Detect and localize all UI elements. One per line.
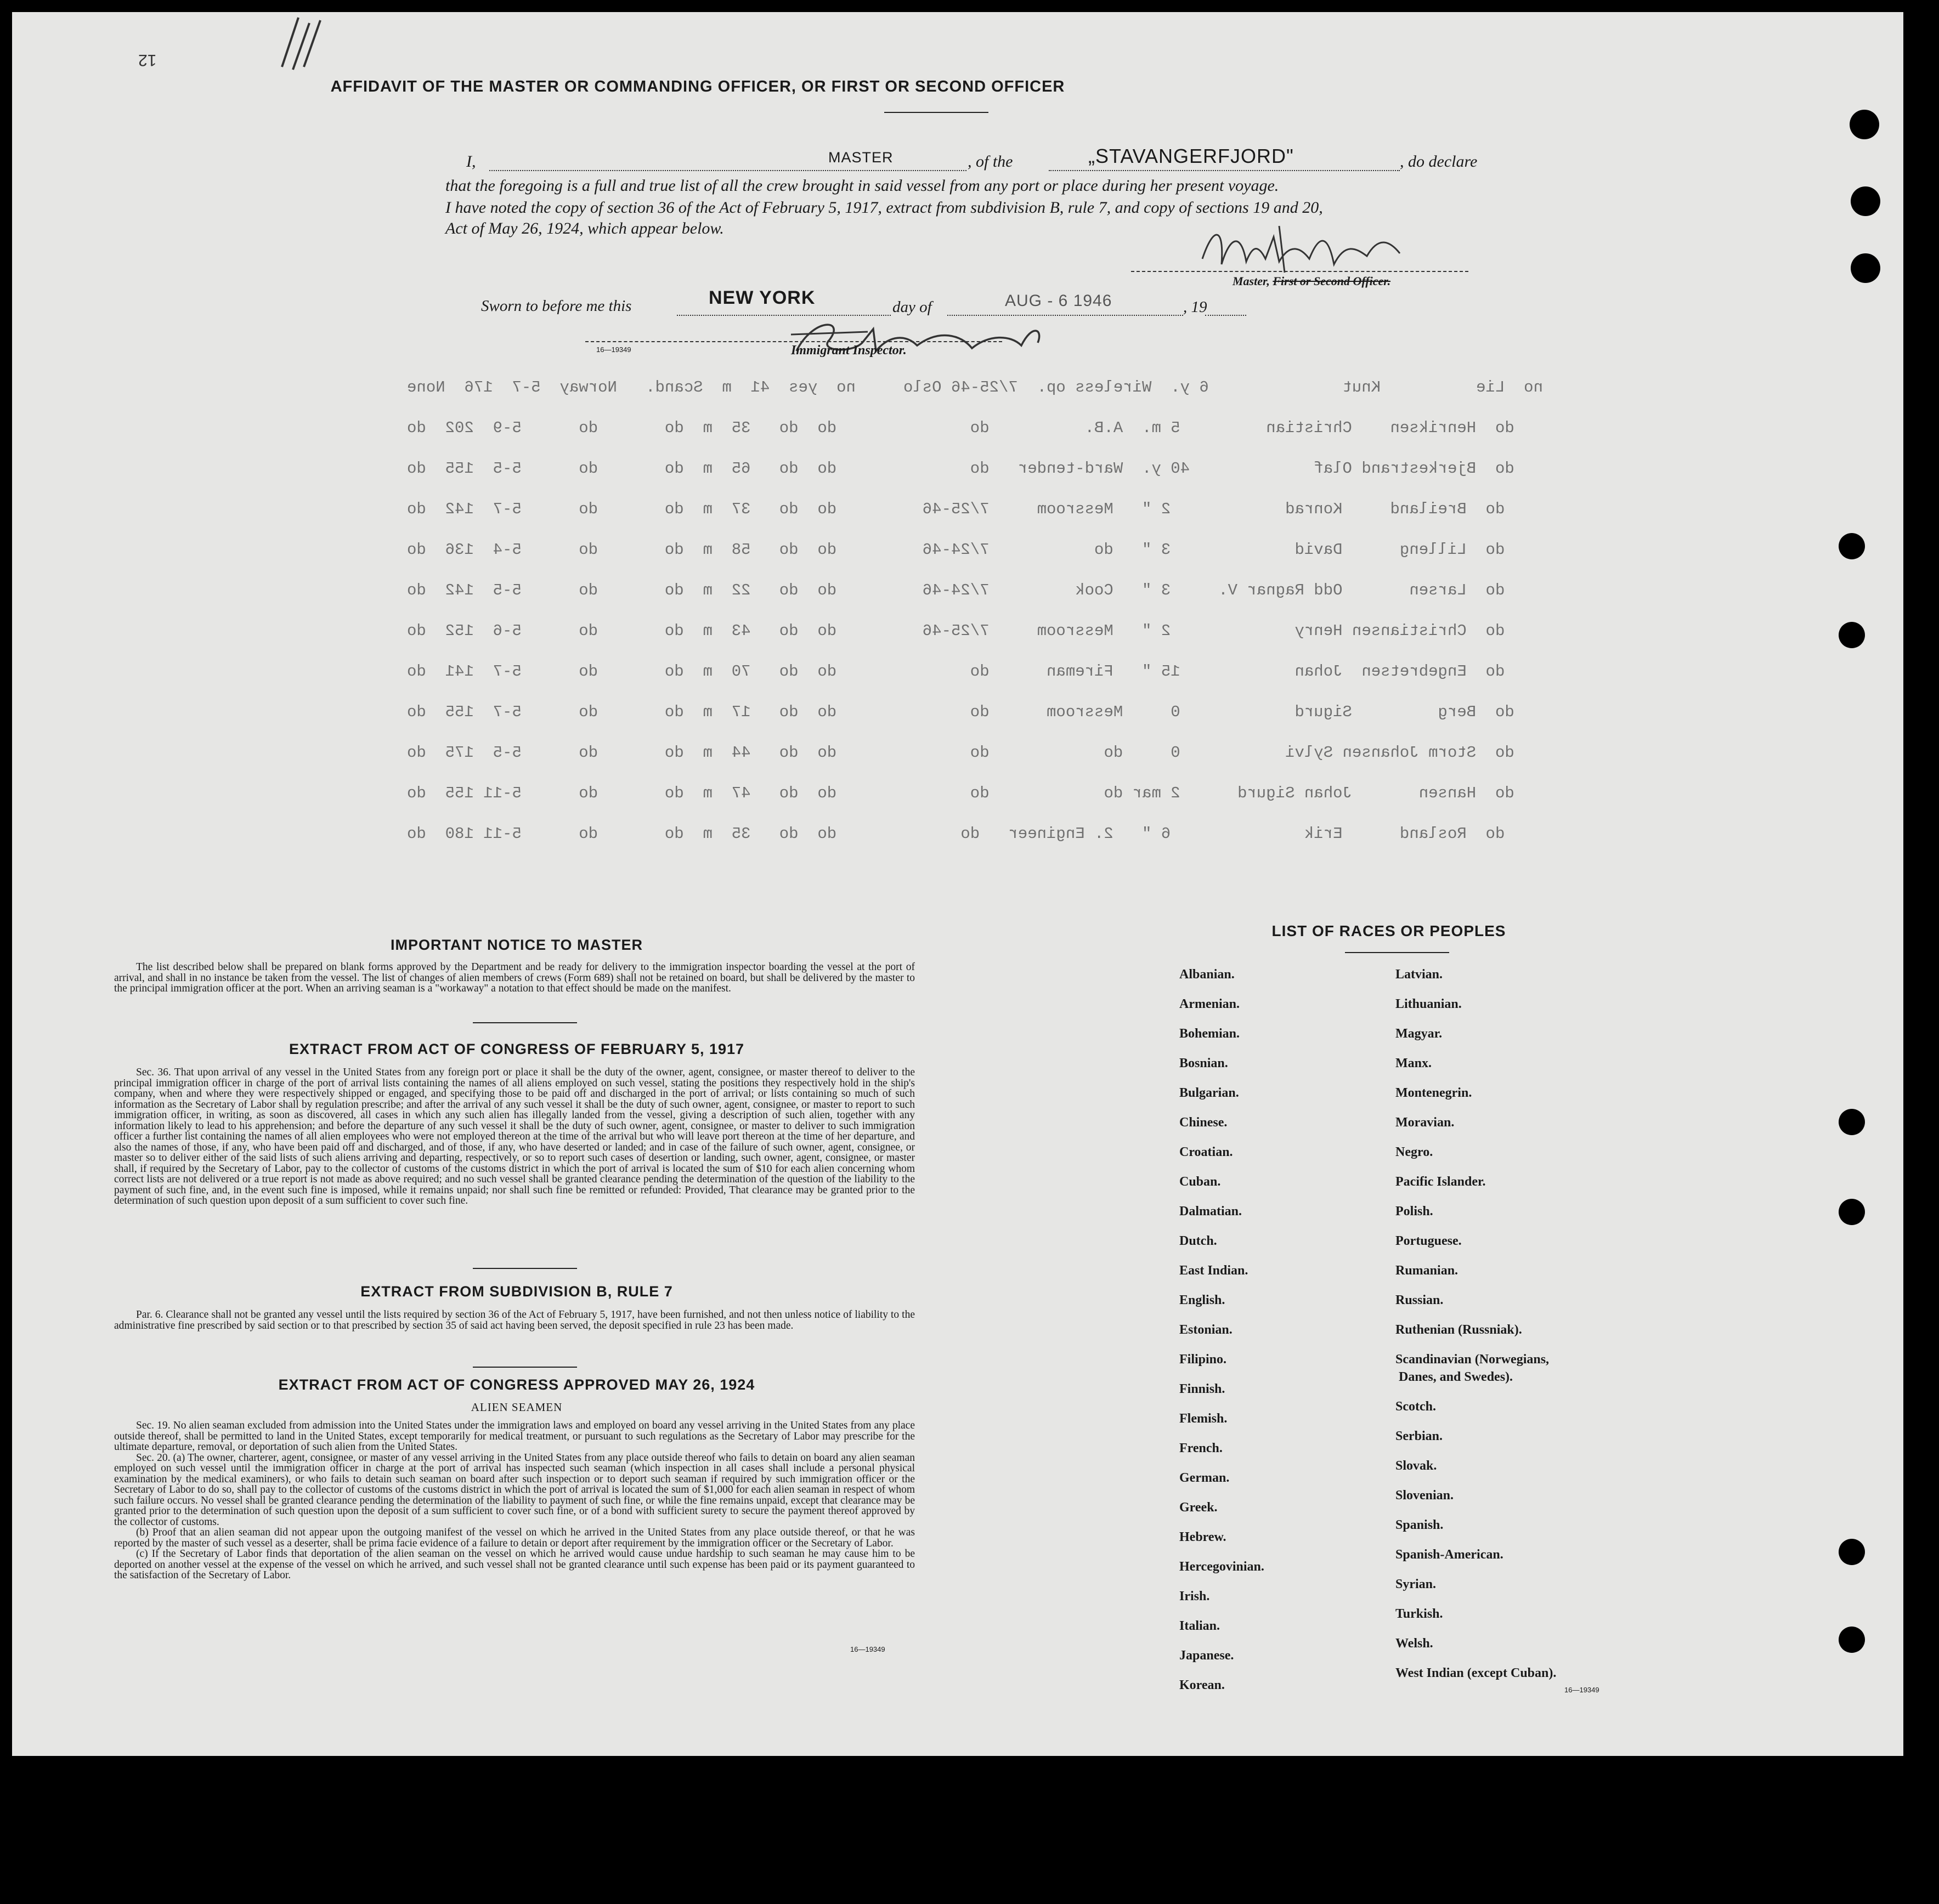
document-page — [12, 12, 1903, 1756]
race-item: Rumanian. — [1395, 1263, 1459, 1278]
race-item: Hebrew. — [1179, 1530, 1226, 1544]
race-item: Scotch. — [1395, 1399, 1436, 1414]
form-number-top: 16—19349 — [596, 345, 631, 354]
punch-hole — [1839, 1627, 1865, 1653]
race-item: Moravian. — [1395, 1115, 1455, 1130]
crew-row: do Bjerkestrand Olaf 40 y. Ward-tender do do do 65 m do do 5-5 155 do — [407, 460, 1514, 478]
sworn-label: Sworn to before me this — [481, 297, 632, 315]
page-number: 12 — [138, 51, 157, 69]
race-item: Dalmatian. — [1179, 1204, 1242, 1219]
year-blank — [1205, 298, 1246, 316]
race-item: Magyar. — [1395, 1027, 1443, 1041]
race-item: German. — [1179, 1471, 1230, 1485]
signature-line-inspector — [585, 341, 1002, 342]
race-item: Turkish. — [1395, 1607, 1443, 1621]
do-declare-label: , do declare — [1400, 152, 1478, 171]
race-item: Hercegovinian. — [1179, 1560, 1264, 1574]
race-item: Estonian. — [1179, 1323, 1233, 1337]
sec-19-text: Sec. 19. No alien seaman excluded from admission into the United States under the immigration laws and employed on board any vessel arriving in the United States from any place outside thereof, shall be permitted to land in the United States, except temporarily for medical treatment, or pursuant to such regulations as the Secretary of Labor may prescribe for the ultimate departure, removal, or deportation of such alien from the United States. — [114, 1420, 915, 1453]
notice-text: The list described below shall be prepared on blank forms approved by the Department and be ready for delivery to the immigration inspector boarding the vessel at the port of arrival, and shall in no instance be taken from the vessel. The list of changes of alien members of crews (Form 689) shall not be retained on board, but shall be delivered by the master to the principal immigration officer at the port. When an arriving seaman is a "workaway" a notation to that effect should be made on the manifest. — [114, 961, 915, 994]
affidavit-title: AFFIDAVIT OF THE MASTER OR COMMANDING OFFICER, OR FIRST OR SECOND OFFICER — [330, 78, 1065, 95]
day-of-label: day of — [892, 298, 932, 316]
race-item: Welsh. — [1395, 1636, 1433, 1651]
race-item: Manx. — [1395, 1056, 1432, 1070]
race-item: Syrian. — [1395, 1577, 1437, 1591]
crew-row: do Berg Sigurd 0 Messroom do do do 17 m do do 5-7 155 do — [407, 703, 1514, 721]
race-item: Dutch. — [1179, 1234, 1217, 1248]
punch-hole — [1850, 110, 1879, 139]
race-item: Spanish-American. — [1395, 1548, 1503, 1562]
title-rule — [884, 112, 988, 113]
punch-hole — [1851, 253, 1880, 283]
race-item: Cuban. — [1179, 1175, 1221, 1189]
race-item: Pacific Islander. — [1395, 1175, 1486, 1189]
race-item: Russian. — [1395, 1293, 1444, 1307]
punch-hole — [1839, 1539, 1865, 1565]
race-item: Greek. — [1179, 1500, 1218, 1515]
notice-rule — [473, 1022, 577, 1023]
races-title: LIST OF RACES OR PEOPLES — [1271, 922, 1506, 939]
punch-hole — [1839, 533, 1865, 559]
punch-hole — [1839, 622, 1865, 648]
i-label: I, — [466, 152, 476, 171]
crew-row: no Lie Knut 6 y. Wireless op. 7/25-46 Oslo no yes 41 m Scand. Norway 5-7 176 None — [407, 378, 1543, 396]
race-item: Slovenian. — [1395, 1488, 1454, 1503]
extract-1924-subtitle: ALIEN SEAMEN — [471, 1401, 563, 1414]
race-item: Chinese. — [1179, 1115, 1228, 1130]
notice-title: IMPORTANT NOTICE TO MASTER — [391, 937, 643, 953]
race-item: Flemish. — [1179, 1412, 1228, 1426]
crew-row: do Storm Johansen Sylvi 0 do do do do 44 m do do 5-5 175 do — [407, 744, 1514, 762]
crew-row: do Rosland Erik 6 " 2. Engineer do do do 35 m do do 5-11 180 do — [407, 825, 1505, 843]
form-number-left: 16—19349 — [850, 1645, 885, 1653]
races-rule — [1345, 952, 1449, 953]
race-item: Irish. — [1179, 1589, 1210, 1603]
crew-row: do Breiland Konrad 2 " Messroom 7/25-46 do do 37 m do do 5-7 142 do — [407, 500, 1505, 518]
affidavit-line-4: Act of May 26, 1924, which appear below. — [445, 219, 724, 237]
sec-20a-text: Sec. 20. (a) The owner, charterer, agent, consignee, or master of any vessel arriving in the United States from any place outside thereof who fails to detain on board any alien seaman employed on such vessel until the immigration officer in charge at the port of arrival has inspected such seaman (which inspection in all cases shall include a personal physical examination by the medical examiners), or who fails to detain such seaman on board after such inspection or to deport such seaman if required by such immigration officer or the Secretary of Labor to do so, shall pay to the collector of customs of the customs district in which the port of arrival is located the sum of $1,000 for each alien seaman in respect of whom such failure occurs. No vessel shall be granted clearance pending the determination of the liability to payment of such fine, or while the fine remains unpaid, except that clearance may be granted prior to the determination of such question upon the deposit of a sum sufficient to cover such fine, or of a bond with sufficient surety to secure the payment thereof approved by the collector of customs. — [114, 1452, 915, 1528]
race-item: Ruthenian (Russniak). — [1395, 1323, 1522, 1337]
race-item: Albanian. — [1179, 967, 1235, 982]
race-item: Korean. — [1179, 1678, 1225, 1692]
extract-rule7-text: Par. 6. Clearance shall not be granted any vessel until the lists required by section 36 of the Act of February 5, 1917, have been furnished, and not then unless notice of liability to the administrative fine prescribed by said section or to that prescribed by section 35 of said act having been served, the deposit specified in rule 23 has been made. — [114, 1309, 915, 1331]
extract-1917-text: Sec. 36. That upon arrival of any vessel in the United States from any foreign port or place it shall be the duty of the owner, agent, consignee, or master thereof to deliver to the principal immigration officer in charge of the port of arrival lists containing the names of all aliens employed on such vessel, stating the positions they respectively hold in the ship's company, when and where they were respectively shipped or engaged, and specifying those to be paid off and discharged in the port of arrival; or lists containing so much of such information as the Secretary of Labor shall by regulation prescribe; and after the arrival of any such vessel it shall be the duty of such owner, agent, consignee, or master to report to such immigration officer, in writing, as soon as discovered, all cases in which any such alien has illegally landed from the vessel, giving a description of such alien, together with any information likely to lead to his apprehension; and before the departure of any such vessel it shall be the duty of such owner, agent, consignee, or master to deliver to such immigration officer a further list containing the names of all alien employees who were not employed thereon at the time of the arrival but who will leave port thereon at the time of her departure, and also the names of those, if any, who have been paid off and discharged, and of those, if any, who have deserted or landed; and in case of the failure of such owner, agent, consignee, or master so to deliver either of the said lists of such aliens arriving and departing, respectively, or so to report such cases of desertion or landing, such owner, agent, consignee, or master shall, if required by the Secretary of Labor, pay to the collector of customs of the customs district in which the port of arrival is located the sum of $10 for each alien concerning whom correct lists are not delivered or a true report is not made as above required; and no such vessel shall be granted clearance pending the determination of the question of the liability to the payment of such fine, and, in the event such fine is imposed, while it remains unpaid; nor shall such fine be remitted or refunded: Provided, That clearance may be granted prior to the determination of such question upon deposit of a sum sufficient to cover such fine. — [114, 1067, 915, 1206]
extract-1917-title: EXTRACT FROM ACT OF CONGRESS OF FEBRUARY 5, 1917 — [289, 1041, 745, 1057]
race-item: Slovak. — [1395, 1459, 1437, 1473]
race-item: Polish. — [1395, 1204, 1433, 1219]
race-item: Finnish. — [1179, 1382, 1225, 1396]
race-item: English. — [1179, 1293, 1225, 1307]
signature-line-master — [1131, 271, 1468, 272]
race-item: Bohemian. — [1179, 1027, 1240, 1041]
crew-row: do Hansen Johan Sigurd 2 mar do do do do 47 m do do 5-11 155 do — [407, 784, 1514, 802]
vessel-name: „STAVANGERFJORD" — [1088, 145, 1294, 167]
sec-20b-text: (b) Proof that an alien seaman did not appear upon the outgoing manifest of the vessel on which he arrived in the United States from any place outside thereof, or that he was reported by the master of such vessel as a deserter, shall be prima facie evidence of a failure to detain or deport after requirement by the immigration officer or the Secretary of Labor. — [114, 1527, 915, 1549]
form-number-right: 16—19349 — [1564, 1686, 1599, 1694]
race-item: Bosnian. — [1179, 1056, 1228, 1070]
crew-row: do Engebretsen Johan 15 " Fireman do do do 70 m do do 5-7 141 do — [407, 662, 1505, 681]
race-item: Italian. — [1179, 1619, 1220, 1633]
year-suffix: , 19 — [1183, 298, 1207, 316]
of-the-label: , of the — [968, 152, 1013, 171]
race-item: Bulgarian. — [1179, 1086, 1239, 1100]
race-item: Serbian. — [1395, 1429, 1443, 1443]
master-caption-prefix: Master, — [1233, 274, 1270, 288]
sworn-place: NEW YORK — [709, 287, 816, 308]
extract-rule7-title: EXTRACT FROM SUBDIVISION B, RULE 7 — [360, 1283, 673, 1300]
crew-row: do Henriksen Christian 5 m. A.B. do do do 35 m do do 5-9 202 do — [407, 419, 1514, 437]
date-stamp: AUG - 6 1946 — [1005, 292, 1112, 310]
master-caption-struck: First or Second Officer. — [1273, 274, 1391, 288]
race-item: Danes, and Swedes). — [1399, 1370, 1513, 1384]
affidavit-line-3: I have noted the copy of section 36 of the Act of February 5, 1917, extract from subdivision B, rule 7, and copy of sections 19 and 20, — [445, 199, 1323, 217]
race-item: Armenian. — [1179, 997, 1240, 1011]
master-caption — [1233, 274, 1390, 288]
crew-row: do Lilleng David 3 " do 7/24-46 do do 58 m do do 5-4 136 do — [407, 541, 1505, 559]
extract-1924-title: EXTRACT FROM ACT OF CONGRESS APPROVED MAY 26, 1924 — [278, 1376, 755, 1393]
race-item: Negro. — [1395, 1145, 1433, 1159]
master-signature — [1191, 215, 1422, 275]
rank-value: MASTER — [828, 149, 894, 166]
pen-marks — [276, 12, 326, 72]
race-item: French. — [1179, 1441, 1223, 1455]
extract-1924-body — [114, 1420, 915, 1581]
crew-row: do Christiansen Henry 2 " Messroom 7/25-46 do do 43 m do do 5-6 152 do — [407, 622, 1505, 640]
race-item: Spanish. — [1395, 1518, 1444, 1532]
race-item: Japanese. — [1179, 1648, 1234, 1663]
inspector-caption: Immigrant Inspector. — [791, 343, 907, 358]
sec-20c-text: (c) If the Secretary of Labor finds that deportation of the alien seaman on the vessel on which he arrived would cause undue hardship to such seaman he may cause him to be deported on another vessel at the expense of the vessel on which he arrived, and such vessel shall not be granted clearance until such expense has been paid or its payment guaranteed to the satisfaction of the Secretary of Labor. — [114, 1548, 915, 1581]
race-item: Montenegrin. — [1395, 1086, 1472, 1100]
rank-blank — [489, 150, 966, 171]
race-item: West Indian (except Cuban). — [1395, 1666, 1557, 1680]
extract-rule7-rule — [473, 1367, 577, 1368]
affidavit-line-2: that the foregoing is a full and true list of all the crew brought in said vessel from any port or place during her present voyage. — [445, 177, 1279, 195]
punch-hole — [1851, 186, 1880, 216]
extract-1917-rule — [473, 1268, 577, 1269]
punch-hole — [1839, 1109, 1865, 1135]
race-item: Filipino. — [1179, 1352, 1227, 1367]
race-item: East Indian. — [1179, 1263, 1248, 1278]
race-item: Lithuanian. — [1395, 997, 1462, 1011]
race-item: Latvian. — [1395, 967, 1443, 982]
race-item: Croatian. — [1179, 1145, 1233, 1159]
crew-row: do Larsen Odd Ragnar V. 3 " Cook 7/24-46 do do 22 m do do 5-5 142 do — [407, 581, 1505, 599]
punch-hole — [1839, 1199, 1865, 1225]
race-item: Scandinavian (Norwegians, — [1395, 1352, 1550, 1367]
race-item: Portuguese. — [1395, 1234, 1462, 1248]
crew-list-bleedthrough — [407, 378, 1806, 861]
